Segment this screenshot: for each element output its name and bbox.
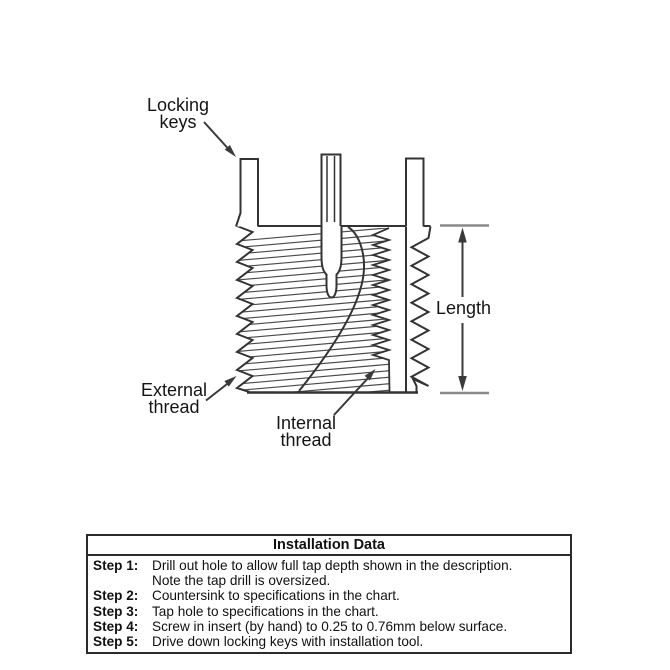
step-label: Step 3: (93, 603, 139, 619)
step-row (91, 619, 567, 634)
locking-key-middle-shank (322, 226, 342, 298)
step-text: Countersink to specifications in the chart. (152, 588, 400, 604)
step-text: Drive down locking keys with installation tool. (152, 634, 424, 650)
arrow-down-icon (458, 376, 467, 391)
step-label: Step 5: (93, 634, 139, 650)
step-text: Tap hole to specifications in the chart. (152, 603, 379, 619)
step-row (91, 604, 567, 619)
step-label: Step 2: (93, 588, 139, 604)
external-thread-profile-right (412, 227, 431, 393)
locking-key-right (406, 159, 424, 227)
table-title: Installation Data (88, 536, 570, 556)
locking-key-left (236, 159, 258, 227)
step-text: Drill out hole to allow full tap depth shown in the description. Note the tap drill is oversized. (152, 558, 513, 589)
locking-key-middle (322, 155, 341, 227)
installation-steps (88, 556, 570, 652)
arrow-up-icon (458, 228, 467, 243)
step-label: Step 1: (93, 558, 139, 573)
step-label: Step 4: (93, 618, 139, 634)
internal-thread-label: Internal thread (275, 413, 337, 450)
step-row (91, 588, 567, 603)
step-row (91, 558, 567, 588)
external-thread-profile (237, 226, 253, 392)
step-row (91, 634, 567, 649)
step-text: Screw in insert (by hand) to 0.25 to 0.76mm below surface. (152, 618, 508, 634)
locking-keys-label: Locking keys (146, 95, 210, 132)
external-thread-label: External thread (140, 380, 208, 417)
length-label: Length (436, 298, 492, 318)
installation-data-table (86, 534, 572, 654)
